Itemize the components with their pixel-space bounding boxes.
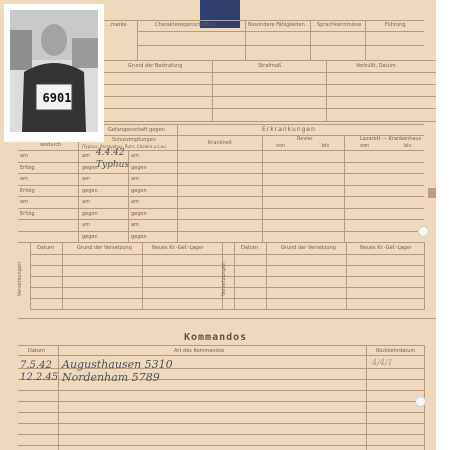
lazarett-von-label: von [360, 143, 370, 149]
impf-right-label: gegen [131, 210, 147, 217]
vers-lager-left: Neues Kr.-Gef.-Lager [152, 245, 204, 251]
impf-mid-label: am [82, 222, 90, 228]
impf-mid-label: gegen [82, 164, 98, 171]
grund-bestrafung-label: Grund der Bestrafung [128, 63, 183, 69]
punch-hole [415, 396, 426, 407]
rule [18, 173, 424, 174]
vers-datum-left: Datum [37, 245, 54, 251]
impf-right-label: gegen [131, 187, 147, 194]
rule [30, 298, 424, 299]
rule [18, 150, 424, 151]
rule [344, 135, 345, 242]
wodurch-label: wodurch [40, 142, 62, 148]
vers-side-right: Versetzungen [221, 261, 228, 297]
kommando-2-text: Nordenham 5789 [62, 371, 160, 384]
rule [137, 20, 138, 60]
rule [30, 254, 424, 255]
remark-label: ...marke [106, 22, 127, 28]
vers-datum-right: Datum [241, 245, 258, 251]
impf-handwritten-value: 4.4.42 [96, 148, 125, 158]
prisoner-photo [4, 4, 104, 142]
impf-right-label: am [131, 199, 139, 205]
erkrankungen-label: Erkrankungen [262, 126, 316, 133]
kommando-1-text: Augusthausen 5310 [62, 358, 173, 371]
rule [310, 20, 311, 60]
rule [104, 72, 436, 73]
impf-left-label: am [20, 199, 28, 205]
impf-right-label: gegen [131, 233, 147, 240]
revier-von-label: von [276, 143, 286, 149]
rule [18, 162, 424, 163]
rule [18, 196, 424, 197]
impf-mid-label: gegen [82, 210, 98, 217]
impf-mid-label: gegen [82, 233, 98, 240]
impf-right-label: gegen [131, 164, 147, 171]
rule [18, 345, 424, 346]
rule [104, 60, 436, 61]
gefangenschaft-label: Gefangenschaft gegen [108, 127, 165, 133]
rule [245, 20, 246, 60]
revier-label: Revier [297, 136, 313, 142]
kommandos-title: Kommandos [184, 332, 248, 343]
impf-mid-label: am [82, 153, 90, 159]
rule [262, 135, 263, 242]
rule [18, 219, 424, 220]
prisoner-number-sign: 6901 [42, 91, 72, 105]
rule [18, 231, 424, 232]
impf-left-label: Erfolg [20, 210, 35, 217]
vers-grund-left: Grund der Versetzung [77, 245, 132, 251]
kommandos-rueck-label: Rückkehrdatum [376, 348, 416, 354]
prisoner-photo-image [10, 10, 98, 132]
impf-mid-label: gegen [82, 187, 98, 194]
vers-side-left: Versetzungen [17, 261, 24, 297]
rule [365, 20, 366, 60]
red-mark [428, 188, 436, 198]
rule [18, 445, 424, 446]
lang-label: Sprachkenntnisse [317, 22, 362, 28]
rule [104, 20, 424, 21]
rule [18, 390, 424, 391]
special-label: Besondere Fähigkeiten [248, 22, 305, 28]
impf-mid-label: am [82, 199, 90, 205]
kommando-2-date: 12.2.45 [20, 372, 59, 383]
rule [212, 60, 213, 121]
strafmass-label: Strafmaß [258, 63, 282, 69]
rule [18, 412, 424, 413]
vers-grund-right: Grund der Versetzung [281, 245, 336, 251]
punch-hole [418, 226, 429, 237]
rule [18, 423, 424, 424]
kommandos-datum-label: Datum [28, 348, 45, 354]
rule [30, 309, 424, 310]
rule [137, 45, 424, 46]
rule [137, 31, 424, 32]
schutzimpfungen-label: Schutzimpfungen [112, 137, 156, 143]
lazarett-label: Lazarett — Krankenhaus [360, 136, 422, 142]
revier-bis-label: bis [322, 143, 330, 149]
rule [18, 318, 436, 319]
rule [104, 96, 436, 97]
impf-right-label: am [131, 222, 139, 228]
fuehrung-label: Führung [385, 22, 406, 28]
rule [326, 60, 327, 121]
impf-mid-label: am [82, 176, 90, 182]
krankheit-label: Krankheit [208, 140, 233, 146]
rule [424, 242, 425, 310]
impf-handwritten-value: Typhus [96, 159, 130, 170]
impf-left-label: am [20, 153, 28, 159]
rule [18, 242, 424, 243]
rule [18, 185, 424, 186]
rule [104, 108, 436, 109]
lazarett-bis-label: bis [404, 143, 412, 149]
rule [104, 84, 436, 85]
kommando-1-rueck: 4/4/1 [372, 358, 393, 367]
rule [18, 355, 424, 356]
kommandos-art-label: Art des Kommandos [174, 348, 225, 354]
impf-left-label: am [20, 176, 28, 182]
schutzimpfungen-detail: (Typhus, Paratyphus, Ruhr, Cholera u.s.w.) [82, 144, 167, 149]
verbuesst-label: Verbüßt, Datum [356, 63, 396, 69]
impf-right-label: am [131, 153, 139, 159]
rule [18, 434, 424, 435]
kommando-1-date: 7.5.42 [20, 360, 52, 371]
impf-left-label: Erfolg [20, 187, 35, 194]
impf-right-label: am [131, 176, 139, 182]
impf-left-label: Erfolg [20, 164, 35, 171]
vers-lager-right: Neues Kr.-Gef.-Lager [360, 245, 412, 251]
rule [18, 208, 424, 209]
rule [18, 401, 424, 402]
rule [177, 124, 178, 242]
rule [104, 121, 436, 122]
char-label: Charaktereigenschaften [155, 22, 216, 28]
